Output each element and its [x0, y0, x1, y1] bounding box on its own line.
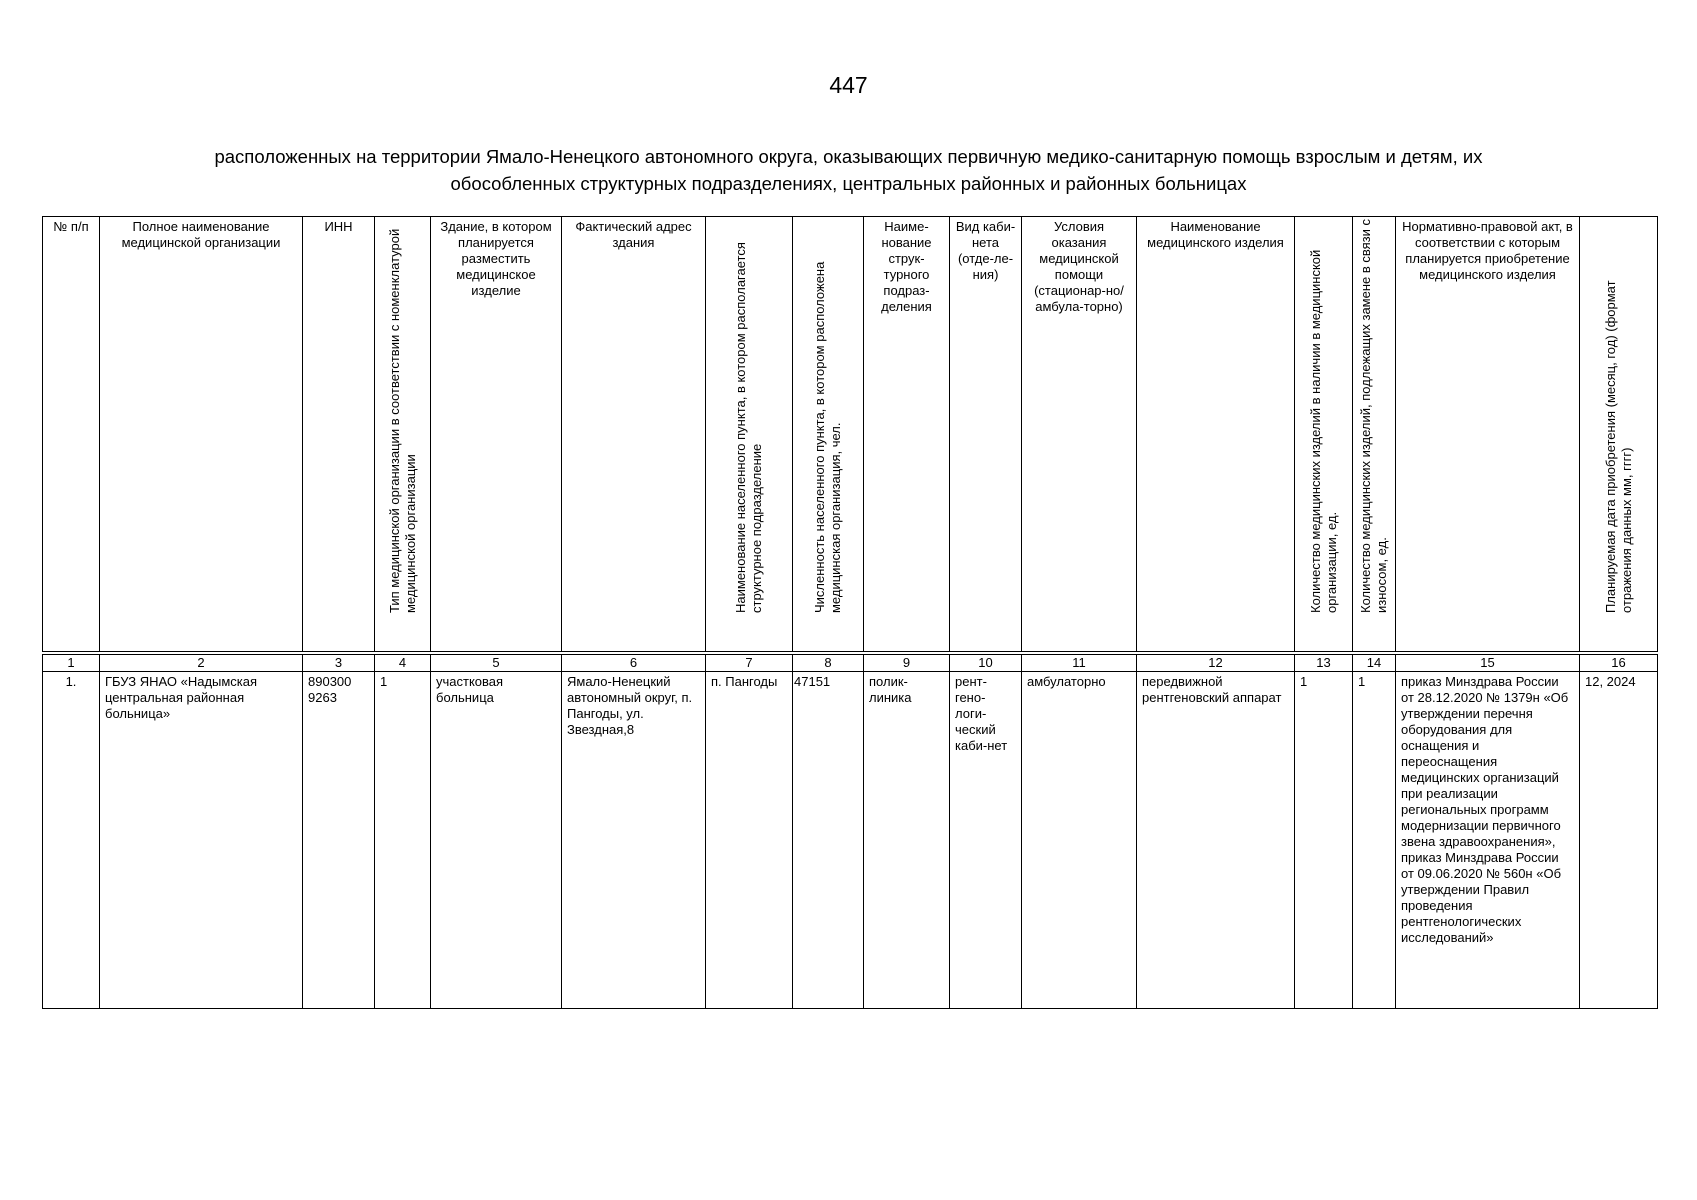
date-cell: 12, 2024 [1580, 672, 1658, 1009]
header-cell-text: Наименование населенного пункта, в котором располагается структурное подразделение [733, 242, 764, 613]
column-number: 1 [43, 655, 100, 672]
column-number: 8 [793, 655, 864, 672]
column-number: 16 [1580, 655, 1658, 672]
header-cell: Наименование медицинского изделия [1137, 217, 1295, 652]
header-cell: № п/п [43, 217, 100, 652]
qty-available-cell: 1 [1295, 672, 1353, 1009]
header-cell: ИНН [303, 217, 375, 652]
legal-act-cell: приказ Минздрава России от 28.12.2020 № 1379н «Об утверждении перечня оборудования для оснащения и переоснащения медицинских организаций при реализации региональных программ модернизации первичного звена здравоохранения», приказ Минздрава России от 09.06.2020 № 560н «Об утверждении Правил проведения рентгенологических исследований» [1396, 672, 1580, 1009]
device-cell: передвижной рентгеновский аппарат [1137, 672, 1295, 1009]
header-cell-rotated [1295, 217, 1353, 652]
column-number: 9 [864, 655, 950, 672]
equipment-table [42, 216, 1658, 1009]
column-number: 11 [1022, 655, 1137, 672]
header-cell: Нормативно-правовой акт, в соответствии с которым планируется приобретение медицинского изделия [1396, 217, 1580, 652]
row-number: 1. [43, 672, 100, 1009]
cabinet-cell: рент-гено-логи-ческий каби-нет [950, 672, 1022, 1009]
column-number: 15 [1396, 655, 1580, 672]
header-cell-text: Планируемая дата приобретения (месяц, год) (формат отражения данных мм, гггг) [1602, 280, 1634, 613]
header-cell: Полное наименование медицинской организации [100, 217, 303, 652]
header-cell-rotated [706, 217, 793, 652]
header-cell: Вид каби-нета (отде-ле-ния) [950, 217, 1022, 652]
org-type-cell: 1 [375, 672, 431, 1009]
header-cell: Условия оказания медицинской помощи (стационар-но/амбула-торно) [1022, 217, 1137, 652]
settlement-cell: п. Пангоды [706, 672, 793, 1009]
header-cell-rotated [375, 217, 431, 652]
qty-replace-cell: 1 [1353, 672, 1396, 1009]
column-number: 3 [303, 655, 375, 672]
header-cell-rotated [1353, 217, 1396, 652]
column-number-row [43, 655, 1658, 672]
header-cell-text: Количество медицинских изделий в наличии в медицинской организации, ед. [1307, 249, 1339, 613]
column-number: 13 [1295, 655, 1353, 672]
header-cell-rotated [793, 217, 864, 652]
header-cell-text: Тип медицинской организации в соответствии с номенклатурой медицинской организации [386, 228, 418, 613]
building-cell: участковая больница [431, 672, 562, 1009]
header-cell: Наиме-нование струк-турного подраз-деления [864, 217, 950, 652]
column-number: 7 [706, 655, 793, 672]
inn-cell: 890300 9263 [303, 672, 375, 1009]
column-number: 5 [431, 655, 562, 672]
column-number: 4 [375, 655, 431, 672]
address-cell: Ямало-Ненецкий автономный округ, п. Пангоды, ул. Звездная,8 [562, 672, 706, 1009]
column-number: 14 [1353, 655, 1396, 672]
title-line-1: расположенных на территории Ямало-Ненецкого автономного округа, оказывающих первичную медико-санитарную помощь взрослым и детям, их [214, 146, 1483, 167]
conditions-cell: амбулаторно [1022, 672, 1137, 1009]
header-cell: Здание, в котором планируется разместить медицинское изделие [431, 217, 562, 652]
header-cell-text: Количество медицинских изделий, подлежащих замене в связи с износом, ед. [1358, 218, 1389, 613]
column-number: 2 [100, 655, 303, 672]
header-row [43, 217, 1658, 652]
header-cell-rotated [1580, 217, 1658, 652]
document-title [120, 143, 1577, 197]
column-number: 6 [562, 655, 706, 672]
column-number: 10 [950, 655, 1022, 672]
header-cell-text: Численность населенного пункта, в котором расположена медицинская организация, чел. [812, 261, 843, 613]
column-number: 12 [1137, 655, 1295, 672]
population-cell: 47151 [793, 672, 864, 1009]
org-name-cell: ГБУЗ ЯНАО «Надымская центральная районная больница» [100, 672, 303, 1009]
header-cell: Фактический адрес здания [562, 217, 706, 652]
unit-cell: полик-линика [864, 672, 950, 1009]
title-line-2: обособленных структурных подразделениях, центральных районных и районных больницах [450, 173, 1247, 194]
table-row [43, 672, 1658, 1009]
page-number: 447 [829, 72, 868, 98]
